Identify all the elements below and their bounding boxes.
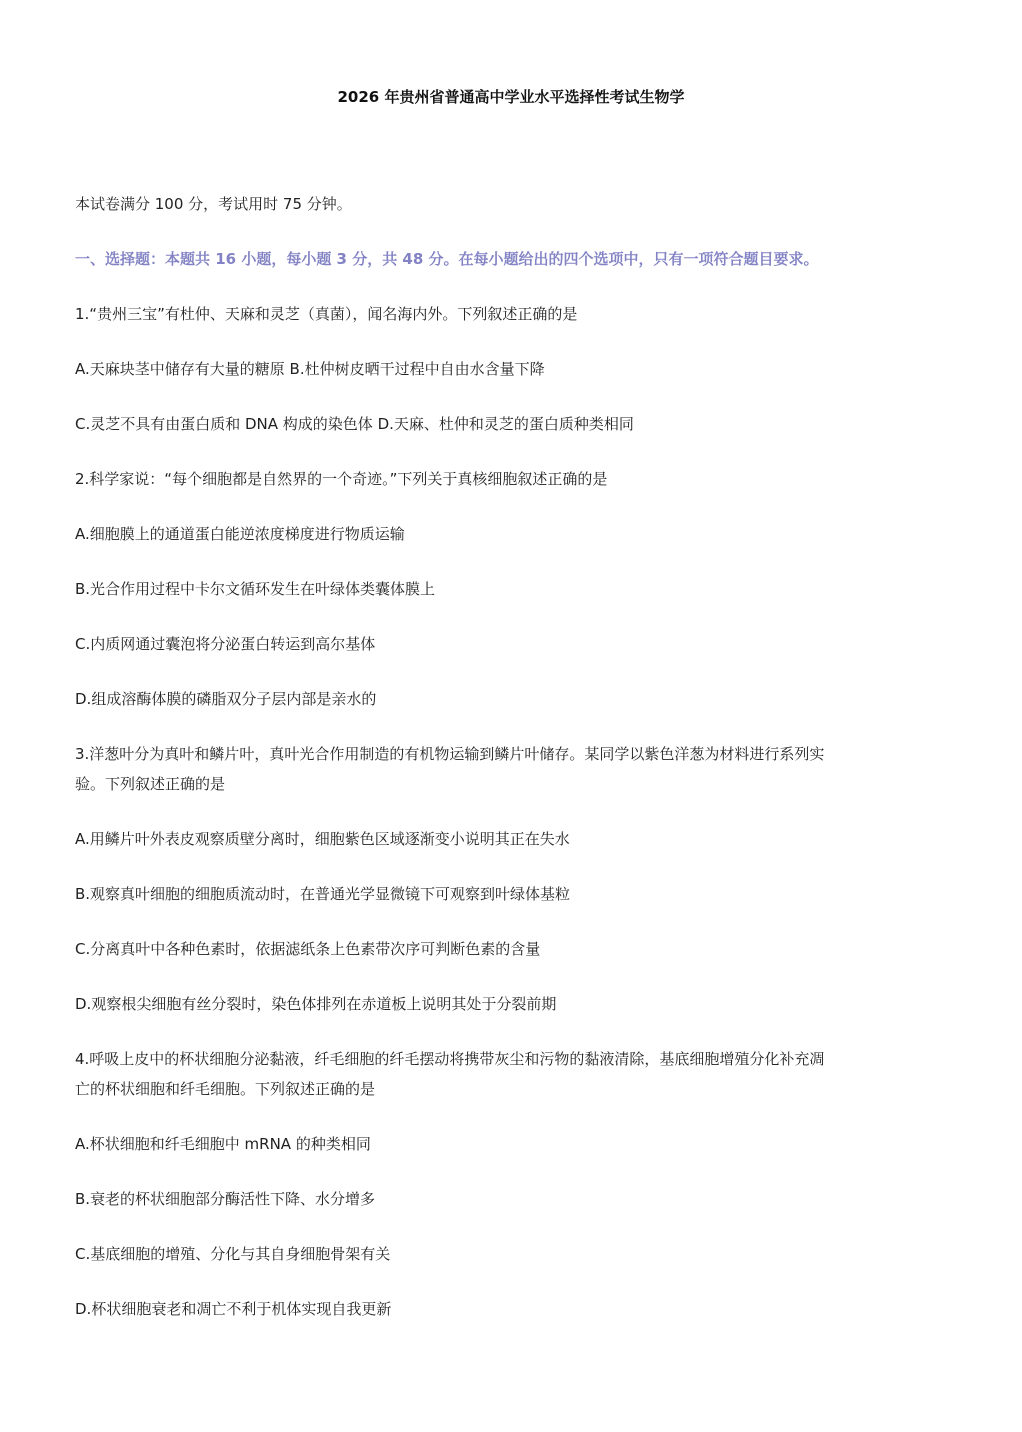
question-2-option-b: B.光合作用过程中卡尔文循环发生在叶绿体类囊体膜上	[75, 580, 436, 598]
question-2-option-a: A.细胞膜上的通道蛋白能逆浓度梯度进行物质运输	[75, 525, 405, 543]
question-3-option-b: B.观察真叶细胞的细胞质流动时，在普通光学显微镜下可观察到叶绿体基粒	[75, 885, 571, 903]
question-2-option-d: D.组成溶酶体膜的磷脂双分子层内部是亲水的	[75, 690, 377, 708]
question-4-option-a: A.杯状细胞和纤毛细胞中 mRNA 的种类相同	[75, 1135, 371, 1153]
page-title: 2026 年贵州省普通高中学业水平选择性考试生物学	[337, 88, 685, 106]
question-2-stem: 2.科学家说：“每个细胞都是自然界的一个奇迹。”下列关于真核细胞叙述正确的是	[75, 470, 608, 488]
question-4-option-c: C.基底细胞的增殖、分化与其自身细胞骨架有关	[75, 1245, 391, 1263]
question-1-options-ab: A.天麻块茎中储存有大量的糖原 B.杜仲树皮晒干过程中自由水含量下降	[75, 360, 545, 378]
section-heading: 一、选择题：本题共 16 小题，每小题 3 分，共 48 分。在每小题给出的四个选项中，只有一项符合题目要求。	[75, 250, 819, 268]
question-3-stem-line-2: 验。下列叙述正确的是	[75, 775, 226, 793]
question-4-stem-line-1: 4.呼吸上皮中的杯状细胞分泌黏液，纤毛细胞的纤毛摆动将携带灰尘和污物的黏液清除，基底细胞增殖分化补充凋	[75, 1050, 825, 1068]
question-3-stem-line-1: 3.洋葱叶分为真叶和鳞片叶，真叶光合作用制造的有机物运输到鳞片叶储存。某同学以紫色洋葱为材料进行系列实	[75, 745, 825, 763]
intro-text: 本试卷满分 100 分，考试用时 75 分钟。	[75, 195, 352, 213]
question-3-option-a: A.用鳞片叶外表皮观察质壁分离时，细胞紫色区域逐渐变小说明其正在失水	[75, 830, 570, 848]
question-3-option-d: D.观察根尖细胞有丝分裂时，染色体排列在赤道板上说明其处于分裂前期	[75, 995, 557, 1013]
question-4-option-d: D.杯状细胞衰老和凋亡不利于机体实现自我更新	[75, 1300, 392, 1318]
question-1-stem: 1.“贵州三宝”有杜仲、天麻和灵芝（真菌），闻名海内外。下列叙述正确的是	[75, 305, 578, 323]
question-4-option-b: B.衰老的杯状细胞部分酶活性下降、水分增多	[75, 1190, 376, 1208]
question-1-options-cd: C.灵芝不具有由蛋白质和 DNA 构成的染色体 D.天麻、杜仲和灵芝的蛋白质种类相同	[75, 415, 634, 433]
question-4-stem-line-2: 亡的杯状细胞和纤毛细胞。下列叙述正确的是	[75, 1080, 376, 1098]
question-3-option-c: C.分离真叶中各种色素时，依据滤纸条上色素带次序可判断色素的含量	[75, 940, 541, 958]
question-2-option-c: C.内质网通过囊泡将分泌蛋白转运到高尔基体	[75, 635, 376, 653]
